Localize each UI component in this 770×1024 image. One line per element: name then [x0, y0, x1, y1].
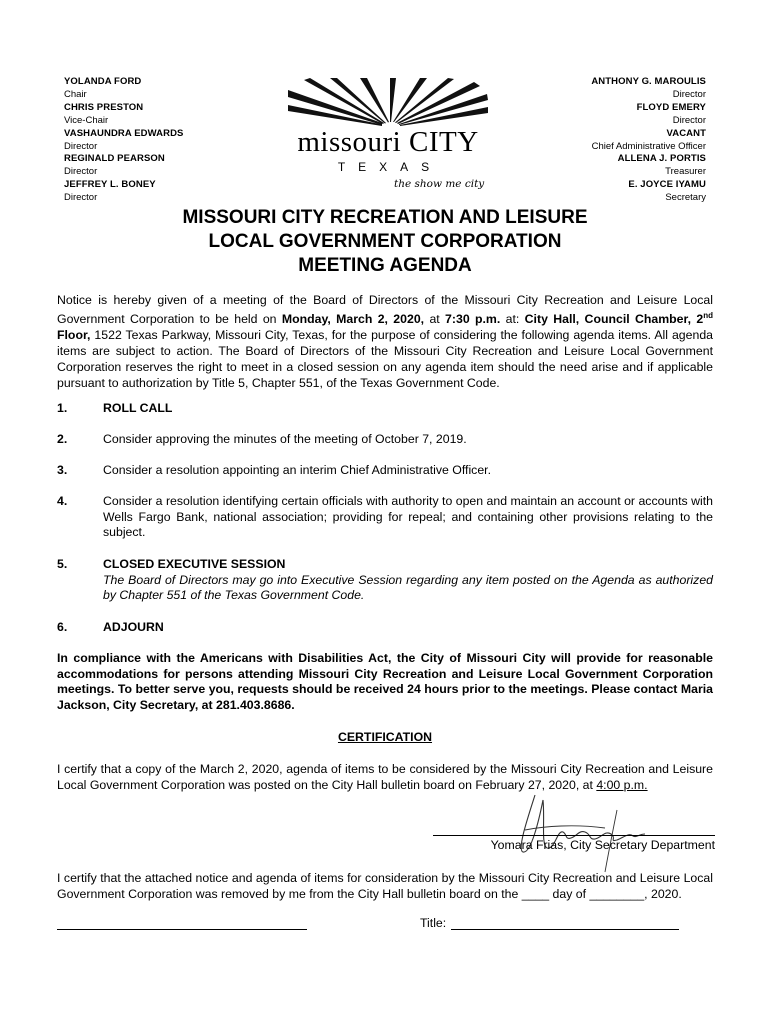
notice-paragraph: Notice is hereby given of a meeting of the Board of Directors of the Missouri City Recreation and Leisure Local Government Corporation to be held on Monday, March 2, 2020, at 7:30 p.m. at: City Hall, Council Chamber, 2nd Floor, 1522 Texas Parkway, Missouri City, Texas, for the purpose of considering the following agenda items. All agenda items are subject to action. The Board of Directors of the Missouri City Recreation and Leisure Local Government Corporation reserves the right to meet in a closed session on any agenda item should the need arise and if applicable pursuant to authorization by Title 5, Chapter 551, of the Texas Government Code. — [57, 293, 713, 391]
missouri-city-logo: missouri CITY TEXAS the show me city — [282, 78, 494, 202]
board-member: E. JOYCE IYAMU Secretary — [628, 179, 706, 204]
board-member: FLOYD EMERY Director — [636, 101, 706, 126]
sunburst-icon — [282, 78, 494, 128]
signature-icon — [505, 790, 655, 875]
removal-certification-paragraph: I certify that the attached notice and agenda of items for consideration by the Missouri City Recreation and Leisure Local Government Corporation was removed by me from the City Hall bulletin board on the ____ day of ________, 2020. — [57, 871, 713, 901]
ada-notice: In compliance with the Americans with Disabilities Act, the City of Missouri City will provide for reasonable accommodations for persons attending Missouri City Recreation and Leisure Local Government Corporation meetings. To better serve you, requests should be received 24 hours prior to the meetings. Please contact Maria Jackson, City Secretary, at 281.403.8686. — [57, 651, 713, 712]
name-blank-line — [57, 929, 307, 930]
document-title: MISSOURI CITY RECREATION AND LEISURE LOCAL GOVERNMENT CORPORATION MEETING AGENDA — [182, 207, 588, 276]
board-member: ALLENA J. PORTIS Treasurer — [617, 153, 706, 178]
agenda-page: YOLANDA FORD Chair CHRIS PRESTON Vice-Chair VASHAUNDRA EDWARDS Director REGINALD PEARSON Director JEFFREY L. BONEY Director missouri CITY TEXAS the show me city ANTHONY G. MAROULIS Director FLOYD EMERY Director VACANT Chief Administrative Officer ALLENA J. PORTIS Treasurer E. JOYCE IYAMU Secretary MISSOURI CITY RECREATION AND LEISURE LOCAL GOVERNMENT CORPORATION MEETING AGENDA Notice is hereby given of a meeting of the Board of Directors of the Missouri City Recreation and Leisure Local Government Corporation to be held on Monday, March 2, 2020, at 7:30 p.m. at: City Hall, Council Chamber, 2nd Floor, 1522 Texas Parkway, Missouri City, Texas, for the purpose of considering the following agenda items. All agenda items are subject to action. The Board of Directors of the Missouri City Recreation and Leisure Local Government Corporation reserves the right to meet in a closed session on any agenda item should the need arise and if applicable pursuant to authorization by Title 5, Chapter 551, of the Texas Government Code. 1. ROLL CALL 2. Consider approving the minutes of the meeting of October 7, 2019. 3. Consider a resolution appointing an interim Chief Administrative Officer. 4. Consider a resolution identifying certain officials with authority to open and maintain an account or accounts with Wells Fargo Bank, national association; providing for repeal; and containing other provisions relating to the subject. 5. CLOSED EXECUTIVE SESSION The Board of Directors may go into Executive Session regarding any item posted on the Agenda as authorized by Chapter 551 of the Texas Government Code. 6. ADJOURN In compliance with the Americans with Disabilities Act, the City of Missouri City will provide for reasonable accommodations for persons attending Missouri City Recreation and Leisure Local Government Corporation meetings. To better serve you, requests should be received 24 hours prior to the meetings. Please contact Maria Jackson, City Secretary, at 281.403.8686. CERTIFICATION I certify that a copy of the March 2, 2020, agenda of items to be considered by the Missouri City Recreation and Leisure Local Government Corporation was posted on the City Hall bulletin board on February 27, 2020, at 4:00 p.m. Yomara Frias, City Secretary Department I certify that the attached notice and agenda of items for consideration by the Missouri City Recreation and Leisure Local Government Corporation was removed by me from the City Hall bulletin board on the ____ day of ________, 2020. Title: — [0, 0, 770, 1024]
board-member: REGINALD PEARSON Director — [64, 153, 165, 178]
board-member: JEFFREY L. BONEY Director — [64, 179, 156, 204]
signer-name: Yomara Frias, City Secretary Department — [490, 838, 715, 852]
board-left — [64, 76, 184, 205]
board-member: VACANT Chief Administrative Officer — [591, 127, 706, 152]
board-right — [591, 76, 706, 205]
signature-line — [433, 835, 715, 836]
title-label: Title: — [420, 916, 447, 930]
board-member: YOLANDA FORD Chair — [64, 76, 142, 100]
board-member: VASHAUNDRA EDWARDS Director — [64, 127, 184, 152]
title-blank-line — [451, 929, 679, 930]
certification-heading: CERTIFICATION — [337, 730, 433, 744]
certification-paragraph: I certify that a copy of the March 2, 2020, agenda of items to be considered by the Missouri City Recreation and Leisure Local Government Corporation was posted on the City Hall bulletin board on February 27, 2020, at 4:00 p.m. — [57, 762, 713, 792]
board-member: ANTHONY G. MAROULIS Director — [591, 76, 706, 100]
board-member: CHRIS PRESTON Vice-Chair — [64, 101, 144, 126]
